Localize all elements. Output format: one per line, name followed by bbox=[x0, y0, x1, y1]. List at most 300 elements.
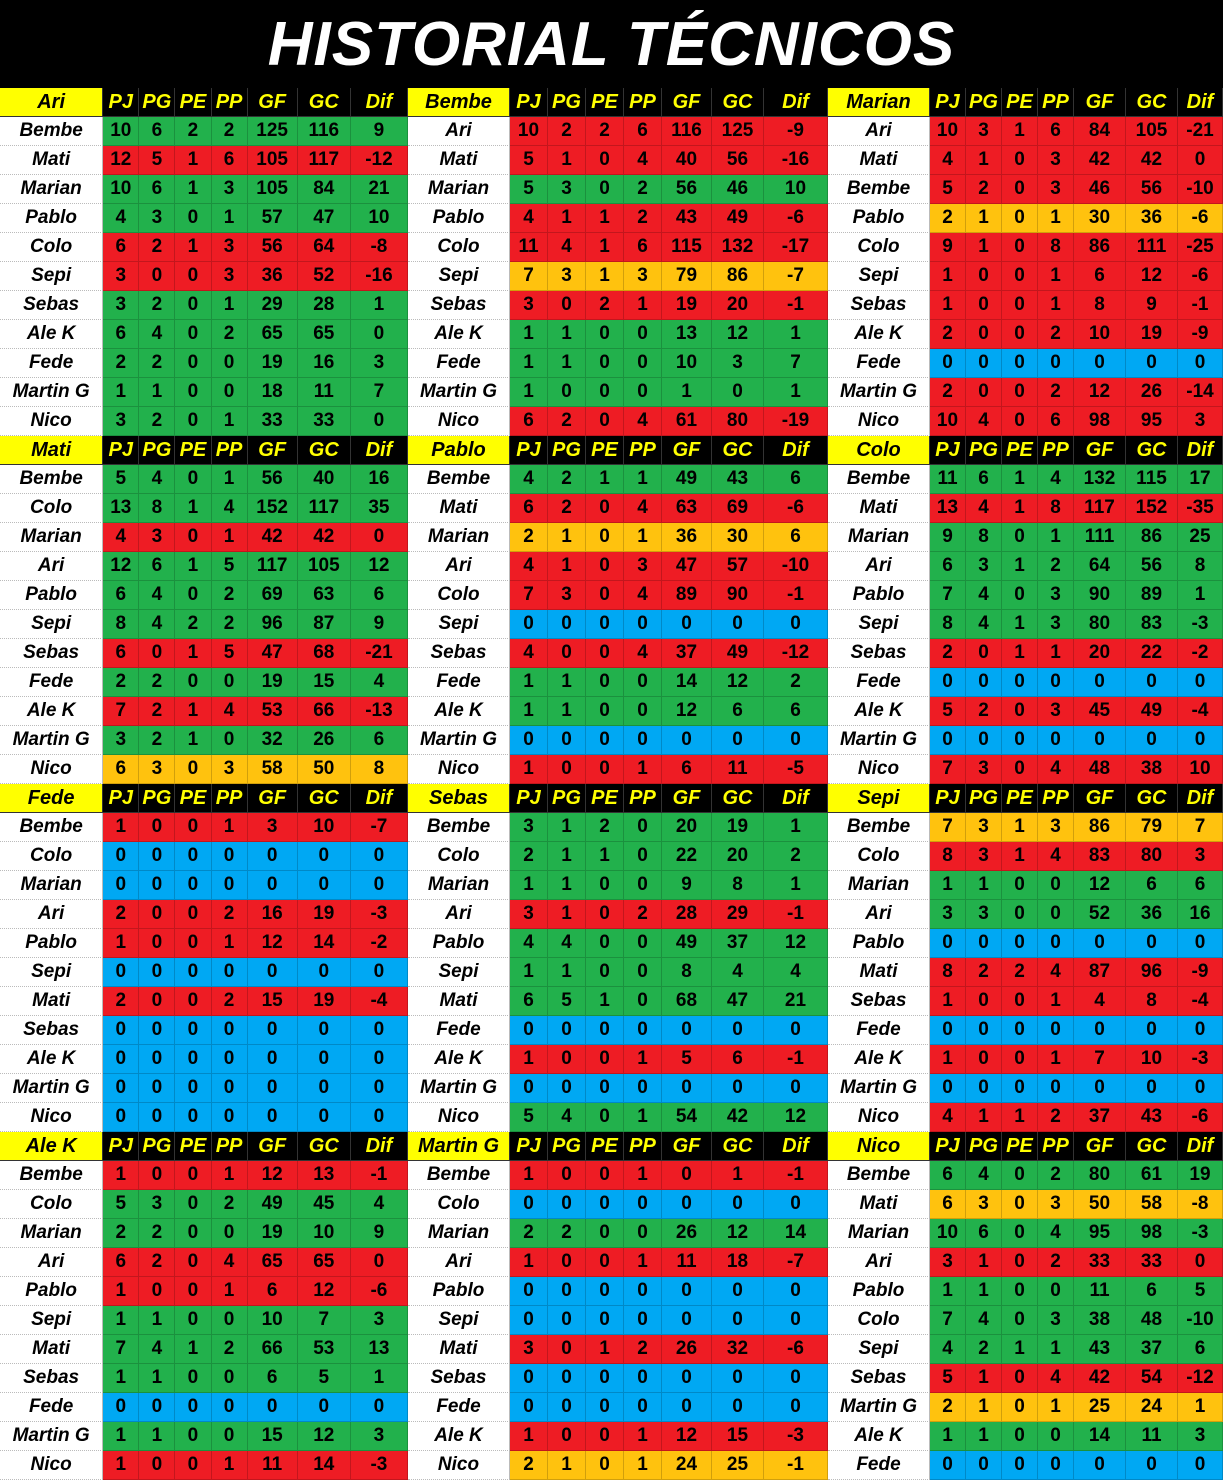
stat-pp: 4 bbox=[212, 1248, 248, 1277]
column-header-pp: PP bbox=[212, 436, 248, 465]
table-row bbox=[828, 1219, 1223, 1248]
stat-pe: 0 bbox=[1002, 1074, 1038, 1103]
stat-pj: 8 bbox=[930, 842, 966, 871]
stat-dif: -1 bbox=[1178, 291, 1223, 320]
stat-pj: 6 bbox=[103, 755, 139, 784]
opponent-name: Ale K bbox=[408, 320, 510, 349]
stat-pj: 1 bbox=[103, 378, 139, 407]
stat-pg: 0 bbox=[139, 639, 175, 668]
opponent-name: Mati bbox=[408, 1335, 510, 1364]
stat-gc: 117 bbox=[298, 146, 351, 175]
stat-pp: 1 bbox=[1038, 1045, 1074, 1074]
stat-gc: 84 bbox=[298, 175, 351, 204]
stat-gc: 65 bbox=[298, 1248, 351, 1277]
stat-gf: 0 bbox=[662, 726, 712, 755]
stat-pj: 6 bbox=[930, 552, 966, 581]
opponent-name: Martin G bbox=[0, 1074, 103, 1103]
stat-gf: 0 bbox=[1074, 726, 1126, 755]
stat-pe: 0 bbox=[1002, 1161, 1038, 1190]
opponent-name: Nico bbox=[0, 1451, 103, 1480]
stat-pj: 8 bbox=[930, 610, 966, 639]
stat-pe: 1 bbox=[1002, 1335, 1038, 1364]
table-row bbox=[828, 813, 1223, 842]
table-row bbox=[408, 581, 828, 610]
stat-gf: 12 bbox=[662, 697, 712, 726]
stat-pg: 8 bbox=[966, 523, 1002, 552]
stat-pp: 1 bbox=[624, 523, 662, 552]
stat-pp: 0 bbox=[624, 871, 662, 900]
stat-pe: 0 bbox=[175, 1306, 211, 1335]
stat-gc: 48 bbox=[1126, 1306, 1178, 1335]
stat-pg: 0 bbox=[966, 1451, 1002, 1480]
stat-gc: 89 bbox=[1126, 581, 1178, 610]
column-header-pg: PG bbox=[966, 436, 1002, 465]
stat-dif: -3 bbox=[1178, 610, 1223, 639]
opponent-name: Martin G bbox=[828, 726, 930, 755]
stat-gf: 5 bbox=[662, 1045, 712, 1074]
stat-pp: 0 bbox=[624, 1190, 662, 1219]
stat-pj: 9 bbox=[930, 233, 966, 262]
opponent-name: Pablo bbox=[408, 1277, 510, 1306]
table-header bbox=[408, 1132, 828, 1161]
opponent-name: Sebas bbox=[0, 639, 103, 668]
column-header-gc: GC bbox=[1126, 436, 1178, 465]
stat-pj: 6 bbox=[103, 1248, 139, 1277]
stat-pg: 0 bbox=[548, 1422, 586, 1451]
stat-pp: 4 bbox=[624, 407, 662, 436]
stat-pe: 0 bbox=[175, 523, 211, 552]
stat-gf: 0 bbox=[248, 1393, 298, 1422]
stat-pg: 3 bbox=[966, 813, 1002, 842]
stat-dif: 4 bbox=[351, 1190, 408, 1219]
stat-dif: 0 bbox=[764, 1074, 828, 1103]
stat-gf: 42 bbox=[248, 523, 298, 552]
stat-gf: 12 bbox=[662, 1422, 712, 1451]
stat-gf: 47 bbox=[662, 552, 712, 581]
stat-gc: 0 bbox=[712, 1277, 764, 1306]
stat-pj: 3 bbox=[510, 813, 548, 842]
stat-pg: 3 bbox=[548, 262, 586, 291]
stat-pg: 1 bbox=[966, 1422, 1002, 1451]
stat-dif: -3 bbox=[351, 900, 408, 929]
opponent-name: Ari bbox=[828, 1248, 930, 1277]
stat-dif: -6 bbox=[351, 1277, 408, 1306]
stat-gc: 56 bbox=[1126, 175, 1178, 204]
stat-pp: 0 bbox=[624, 349, 662, 378]
stat-pg: 0 bbox=[139, 871, 175, 900]
stat-pj: 4 bbox=[103, 204, 139, 233]
stat-dif: -4 bbox=[351, 987, 408, 1016]
stat-gf: 3 bbox=[248, 813, 298, 842]
stat-pg: 0 bbox=[139, 842, 175, 871]
stat-pg: 2 bbox=[966, 958, 1002, 987]
stat-dif: 7 bbox=[351, 378, 408, 407]
stat-dif: 21 bbox=[351, 175, 408, 204]
stat-gf: 0 bbox=[1074, 1016, 1126, 1045]
stat-gc: 6 bbox=[1126, 1277, 1178, 1306]
stat-pj: 9 bbox=[930, 523, 966, 552]
stat-pj: 0 bbox=[103, 1016, 139, 1045]
stat-dif: 6 bbox=[764, 697, 828, 726]
stat-pg: 0 bbox=[966, 929, 1002, 958]
stat-pe: 0 bbox=[1002, 900, 1038, 929]
stat-gc: 3 bbox=[712, 349, 764, 378]
stat-gc: 0 bbox=[1126, 1451, 1178, 1480]
stat-pp: 5 bbox=[212, 639, 248, 668]
stat-gc: 0 bbox=[712, 378, 764, 407]
stat-gc: 24 bbox=[1126, 1393, 1178, 1422]
opponent-name: Pablo bbox=[0, 204, 103, 233]
column-header-pj: PJ bbox=[510, 436, 548, 465]
stat-pj: 2 bbox=[930, 204, 966, 233]
stat-gc: 6 bbox=[712, 697, 764, 726]
stat-gf: 6 bbox=[662, 755, 712, 784]
table-row bbox=[408, 494, 828, 523]
stat-pp: 6 bbox=[212, 146, 248, 175]
table-row bbox=[0, 1219, 408, 1248]
stat-gf: 63 bbox=[662, 494, 712, 523]
stat-dif: -4 bbox=[1178, 697, 1223, 726]
stat-pj: 13 bbox=[103, 494, 139, 523]
column-header-gf: GF bbox=[248, 88, 298, 117]
stat-gf: 0 bbox=[248, 1103, 298, 1132]
table-row bbox=[828, 465, 1223, 494]
stat-pg: 2 bbox=[966, 175, 1002, 204]
column-header-pg: PG bbox=[548, 88, 586, 117]
stat-pe: 0 bbox=[586, 523, 624, 552]
stat-pj: 1 bbox=[510, 378, 548, 407]
stat-gc: 0 bbox=[712, 1306, 764, 1335]
stat-gc: 10 bbox=[1126, 1045, 1178, 1074]
table-row bbox=[0, 320, 408, 349]
stat-gc: 12 bbox=[1126, 262, 1178, 291]
stat-gf: 36 bbox=[248, 262, 298, 291]
stat-gc: 63 bbox=[298, 581, 351, 610]
stat-pp: 1 bbox=[1038, 291, 1074, 320]
column-header-pe: PE bbox=[175, 88, 211, 117]
stat-gc: 96 bbox=[1126, 958, 1178, 987]
stat-pe: 0 bbox=[1002, 291, 1038, 320]
coach-table-fede bbox=[0, 784, 408, 1132]
stat-pe: 0 bbox=[586, 1248, 624, 1277]
stat-gc: 56 bbox=[1126, 552, 1178, 581]
stat-gf: 26 bbox=[662, 1335, 712, 1364]
stat-dif: 3 bbox=[351, 1306, 408, 1335]
stat-pj: 1 bbox=[103, 1364, 139, 1393]
stat-pe: 0 bbox=[586, 1219, 624, 1248]
stat-pp: 2 bbox=[212, 581, 248, 610]
stat-pe: 2 bbox=[586, 813, 624, 842]
opponent-name: Ale K bbox=[408, 697, 510, 726]
stat-gf: 26 bbox=[662, 1219, 712, 1248]
stat-pe: 0 bbox=[1002, 146, 1038, 175]
stat-pe: 0 bbox=[586, 697, 624, 726]
stat-pj: 3 bbox=[103, 291, 139, 320]
stat-pj: 7 bbox=[930, 813, 966, 842]
stat-pj: 10 bbox=[510, 117, 548, 146]
stat-gf: 48 bbox=[1074, 755, 1126, 784]
stat-pj: 4 bbox=[930, 1103, 966, 1132]
stat-pp: 0 bbox=[624, 1393, 662, 1422]
stat-pg: 2 bbox=[548, 465, 586, 494]
table-row bbox=[828, 1335, 1223, 1364]
opponent-name: Ari bbox=[0, 900, 103, 929]
stat-pe: 0 bbox=[175, 1277, 211, 1306]
stat-gf: 105 bbox=[248, 175, 298, 204]
stat-pg: 3 bbox=[966, 1190, 1002, 1219]
stat-pp: 2 bbox=[212, 610, 248, 639]
stat-pj: 7 bbox=[930, 581, 966, 610]
stat-gf: 33 bbox=[1074, 1248, 1126, 1277]
stat-gc: 42 bbox=[298, 523, 351, 552]
stat-pg: 2 bbox=[139, 668, 175, 697]
stat-dif: 0 bbox=[351, 320, 408, 349]
stat-gf: 125 bbox=[248, 117, 298, 146]
column-header-pg: PG bbox=[548, 436, 586, 465]
stat-pe: 0 bbox=[175, 262, 211, 291]
opponent-name: Pablo bbox=[828, 929, 930, 958]
table-row bbox=[828, 871, 1223, 900]
stat-gf: 45 bbox=[1074, 697, 1126, 726]
column-header-gf: GF bbox=[1074, 88, 1126, 117]
stat-pg: 1 bbox=[548, 349, 586, 378]
stat-gc: 86 bbox=[1126, 523, 1178, 552]
opponent-name: Sebas bbox=[0, 291, 103, 320]
stat-dif: 6 bbox=[351, 581, 408, 610]
column-header-pj: PJ bbox=[930, 1132, 966, 1161]
stat-pp: 2 bbox=[1038, 1161, 1074, 1190]
stat-dif: -17 bbox=[764, 233, 828, 262]
stat-pp: 4 bbox=[624, 146, 662, 175]
stat-dif: -6 bbox=[764, 1335, 828, 1364]
stat-pp: 0 bbox=[212, 1364, 248, 1393]
opponent-name: Pablo bbox=[0, 929, 103, 958]
column-header-gf: GF bbox=[662, 1132, 712, 1161]
stat-gc: 13 bbox=[298, 1161, 351, 1190]
table-row bbox=[408, 639, 828, 668]
opponent-name: Bembe bbox=[828, 813, 930, 842]
stat-dif: -13 bbox=[351, 697, 408, 726]
stat-dif: -16 bbox=[764, 146, 828, 175]
stat-pg: 6 bbox=[139, 552, 175, 581]
stat-gf: 56 bbox=[662, 175, 712, 204]
stat-pp: 1 bbox=[624, 465, 662, 494]
stat-pp: 5 bbox=[212, 552, 248, 581]
table-row bbox=[828, 1248, 1223, 1277]
stat-pg: 4 bbox=[966, 1161, 1002, 1190]
stat-gf: 95 bbox=[1074, 1219, 1126, 1248]
stat-gf: 90 bbox=[1074, 581, 1126, 610]
stat-pj: 5 bbox=[510, 146, 548, 175]
stat-pp: 0 bbox=[624, 610, 662, 639]
stat-pp: 1 bbox=[212, 523, 248, 552]
stat-pg: 0 bbox=[139, 813, 175, 842]
stat-gc: 46 bbox=[712, 175, 764, 204]
opponent-name: Marian bbox=[408, 175, 510, 204]
stat-pj: 1 bbox=[510, 958, 548, 987]
stat-pe: 0 bbox=[586, 378, 624, 407]
stat-dif: -5 bbox=[764, 755, 828, 784]
stat-gc: 26 bbox=[1126, 378, 1178, 407]
stat-pg: 0 bbox=[139, 1277, 175, 1306]
opponent-name: Marian bbox=[408, 871, 510, 900]
stat-pe: 0 bbox=[586, 1422, 624, 1451]
opponent-name: Pablo bbox=[408, 929, 510, 958]
stat-pj: 13 bbox=[930, 494, 966, 523]
stat-pe: 0 bbox=[586, 494, 624, 523]
table-row bbox=[408, 1248, 828, 1277]
stat-gf: 37 bbox=[662, 639, 712, 668]
column-header-pg: PG bbox=[139, 88, 175, 117]
stat-pe: 0 bbox=[175, 1422, 211, 1451]
table-row bbox=[828, 1190, 1223, 1219]
stat-pe: 0 bbox=[586, 1190, 624, 1219]
stat-pp: 0 bbox=[212, 1219, 248, 1248]
stat-pj: 6 bbox=[103, 639, 139, 668]
table-row bbox=[0, 1393, 408, 1422]
stat-gc: 0 bbox=[298, 1074, 351, 1103]
stat-pe: 0 bbox=[1002, 175, 1038, 204]
stat-pg: 4 bbox=[966, 610, 1002, 639]
stat-pj: 1 bbox=[930, 871, 966, 900]
table-row bbox=[408, 117, 828, 146]
stat-pj: 0 bbox=[930, 1451, 966, 1480]
stat-gc: 57 bbox=[712, 552, 764, 581]
table-row bbox=[828, 204, 1223, 233]
stat-dif: 7 bbox=[764, 349, 828, 378]
opponent-name: Ari bbox=[828, 900, 930, 929]
stat-pe: 1 bbox=[175, 1335, 211, 1364]
opponent-name: Mati bbox=[408, 987, 510, 1016]
stat-gc: 80 bbox=[712, 407, 764, 436]
table-row bbox=[408, 1219, 828, 1248]
column-header-pg: PG bbox=[548, 784, 586, 813]
stat-gc: 52 bbox=[298, 262, 351, 291]
stat-pg: 6 bbox=[139, 175, 175, 204]
stat-gc: 42 bbox=[1126, 146, 1178, 175]
stat-pp: 1 bbox=[212, 291, 248, 320]
stat-pp: 2 bbox=[624, 1335, 662, 1364]
stat-pg: 0 bbox=[966, 726, 1002, 755]
stat-gc: 5 bbox=[298, 1364, 351, 1393]
stat-gc: 0 bbox=[1126, 726, 1178, 755]
opponent-name: Pablo bbox=[828, 1277, 930, 1306]
table-row bbox=[828, 958, 1223, 987]
stat-dif: 0 bbox=[1178, 1451, 1223, 1480]
stat-pp: 0 bbox=[624, 1277, 662, 1306]
opponent-name: Martin G bbox=[408, 378, 510, 407]
stat-pp: 0 bbox=[624, 1074, 662, 1103]
stat-gf: 43 bbox=[662, 204, 712, 233]
stat-dif: -3 bbox=[764, 1422, 828, 1451]
stat-pp: 0 bbox=[624, 842, 662, 871]
stat-pg: 4 bbox=[966, 494, 1002, 523]
stat-pe: 0 bbox=[1002, 262, 1038, 291]
stat-pj: 4 bbox=[510, 204, 548, 233]
stat-dif: -7 bbox=[764, 262, 828, 291]
stat-gf: 11 bbox=[248, 1451, 298, 1480]
stat-pp: 3 bbox=[1038, 610, 1074, 639]
stat-pe: 0 bbox=[586, 1045, 624, 1074]
stat-dif: -3 bbox=[351, 1451, 408, 1480]
stat-pj: 0 bbox=[510, 1074, 548, 1103]
stat-pp: 4 bbox=[624, 494, 662, 523]
stat-dif: -1 bbox=[764, 900, 828, 929]
table-row bbox=[0, 900, 408, 929]
opponent-name: Colo bbox=[828, 1306, 930, 1335]
stat-dif: -9 bbox=[1178, 320, 1223, 349]
stat-gc: 125 bbox=[712, 117, 764, 146]
table-row bbox=[828, 378, 1223, 407]
stat-pg: 3 bbox=[139, 204, 175, 233]
stat-pj: 3 bbox=[510, 1335, 548, 1364]
opponent-name: Pablo bbox=[408, 204, 510, 233]
opponent-name: Sepi bbox=[0, 1306, 103, 1335]
stat-pj: 4 bbox=[510, 465, 548, 494]
stat-dif: -19 bbox=[764, 407, 828, 436]
column-header-pj: PJ bbox=[103, 436, 139, 465]
table-row bbox=[408, 262, 828, 291]
stat-pg: 6 bbox=[966, 465, 1002, 494]
stat-pp: 0 bbox=[212, 1306, 248, 1335]
stat-gf: 0 bbox=[662, 1277, 712, 1306]
stat-gf: 65 bbox=[248, 320, 298, 349]
stat-pg: 0 bbox=[966, 378, 1002, 407]
opponent-name: Ale K bbox=[408, 1045, 510, 1074]
table-row bbox=[0, 755, 408, 784]
table-row bbox=[0, 1190, 408, 1219]
stat-gf: 16 bbox=[248, 900, 298, 929]
stat-pj: 1 bbox=[103, 1306, 139, 1335]
opponent-name: Martin G bbox=[0, 726, 103, 755]
table-row bbox=[408, 1451, 828, 1480]
opponent-name: Pablo bbox=[828, 204, 930, 233]
stat-pp: 3 bbox=[1038, 813, 1074, 842]
stat-pg: 1 bbox=[966, 1364, 1002, 1393]
stat-gc: 132 bbox=[712, 233, 764, 262]
coach-name: Marian bbox=[828, 88, 930, 117]
stat-pe: 0 bbox=[586, 1103, 624, 1132]
stat-pp: 0 bbox=[212, 871, 248, 900]
stat-gc: 12 bbox=[298, 1277, 351, 1306]
stat-pj: 1 bbox=[510, 668, 548, 697]
stat-gf: 38 bbox=[1074, 1306, 1126, 1335]
coach-name: Sepi bbox=[828, 784, 930, 813]
column-header-pj: PJ bbox=[510, 88, 548, 117]
stat-pe: 1 bbox=[175, 146, 211, 175]
stat-pg: 4 bbox=[139, 581, 175, 610]
stat-pp: 1 bbox=[624, 1103, 662, 1132]
stat-gc: 33 bbox=[1126, 1248, 1178, 1277]
stat-pj: 2 bbox=[930, 1393, 966, 1422]
column-header-pp: PP bbox=[212, 88, 248, 117]
stat-pe: 2 bbox=[175, 117, 211, 146]
stat-pg: 1 bbox=[139, 1364, 175, 1393]
table-row bbox=[828, 1016, 1223, 1045]
stat-pe: 0 bbox=[586, 349, 624, 378]
stat-pj: 7 bbox=[930, 1306, 966, 1335]
stat-gc: 25 bbox=[712, 1451, 764, 1480]
stat-dif: 2 bbox=[764, 668, 828, 697]
stat-pj: 1 bbox=[930, 1045, 966, 1074]
opponent-name: Sepi bbox=[0, 262, 103, 291]
stat-dif: 0 bbox=[764, 1364, 828, 1393]
column-header-pp: PP bbox=[1038, 88, 1074, 117]
table-row bbox=[408, 1335, 828, 1364]
column-header-pp: PP bbox=[212, 1132, 248, 1161]
stat-pe: 0 bbox=[1002, 1306, 1038, 1335]
opponent-name: Mati bbox=[828, 958, 930, 987]
